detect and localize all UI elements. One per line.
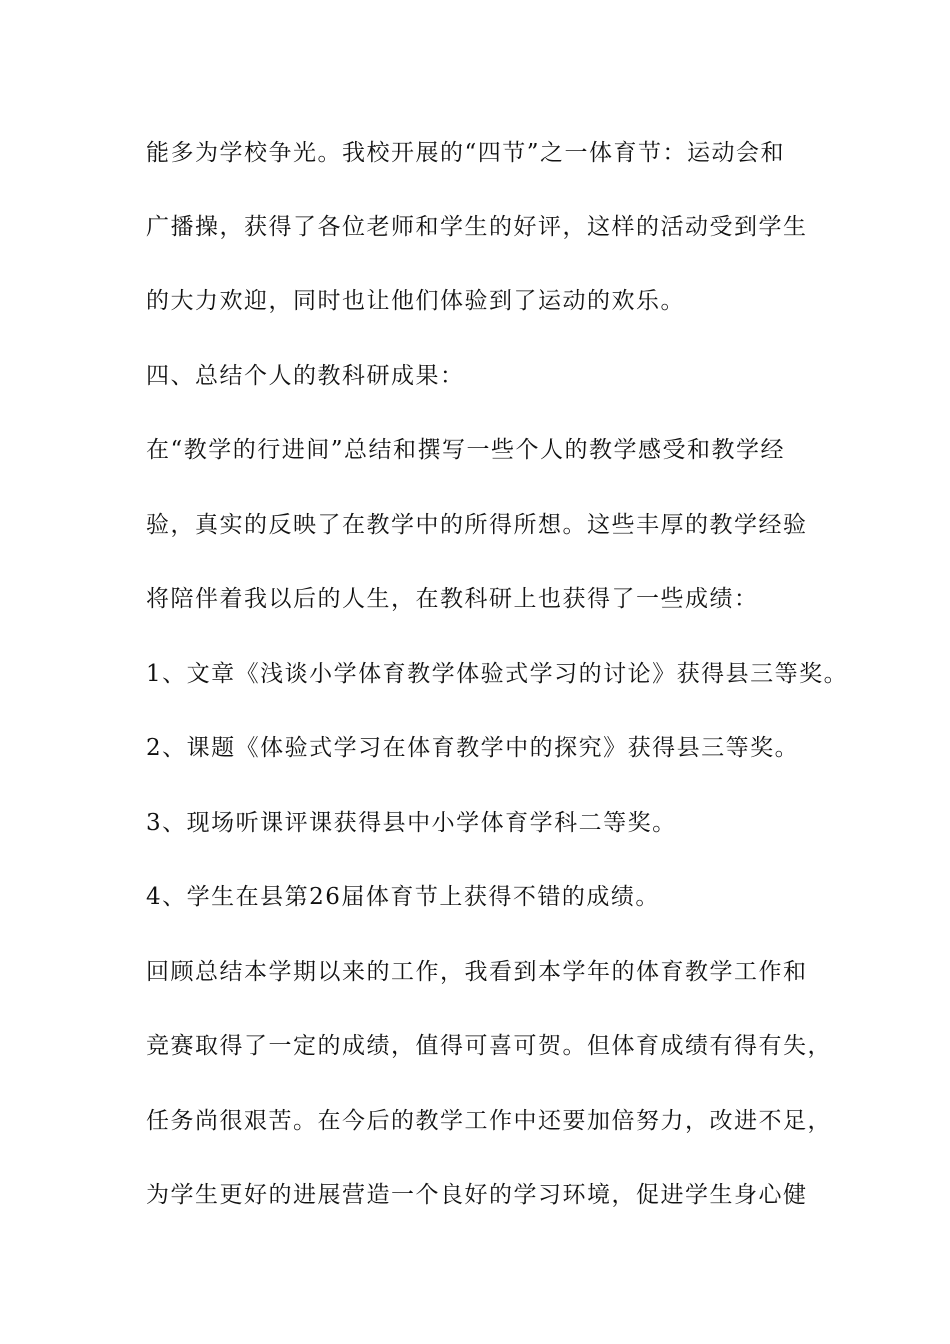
text-line: 回顾总结本学期以来的工作，我看到本学年的体育教学工作和 [146,959,808,985]
text-line: 将陪伴着我以后的人生，在教科研上也获得了一些成绩： [146,586,759,612]
text-line: 任务尚很艰苦。在今后的教学工作中还要加倍努力，改进不足， [146,1108,832,1134]
text-line: 竞赛取得了一定的成绩，值得可喜可贺。但体育成绩有得有失， [146,1033,832,1059]
text-line: 的大力欢迎，同时也让他们体验到了运动的欢乐。 [146,288,685,314]
text-line: 在“教学的行进间”总结和撰写一些个人的教学感受和教学经 [146,437,786,463]
list-item: 1、文章《浅谈小学体育教学体验式学习的讨论》获得县三等奖。 [146,661,849,687]
text-line: 为学生更好的进展营造一个良好的学习环境，促进学生身心健 [146,1182,808,1208]
section-heading: 四、总结个人的教科研成果： [146,363,465,389]
text-line: 广播操，获得了各位老师和学生的好评，这样的活动受到学生 [146,214,808,240]
list-item: 4、学生在县第26届体育节上获得不错的成绩。 [146,884,660,910]
list-item: 2、课题《体验式学习在体育教学中的探究》获得县三等奖。 [146,735,800,761]
text-line: 验，真实的反映了在教学中的所得所想。这些丰厚的教学经验 [146,512,808,538]
text-line: 能多为学校争光。我校开展的“四节”之一体育节：运动会和 [146,140,786,166]
list-item: 3、现场听课评课获得县中小学体育学科二等奖。 [146,810,677,836]
